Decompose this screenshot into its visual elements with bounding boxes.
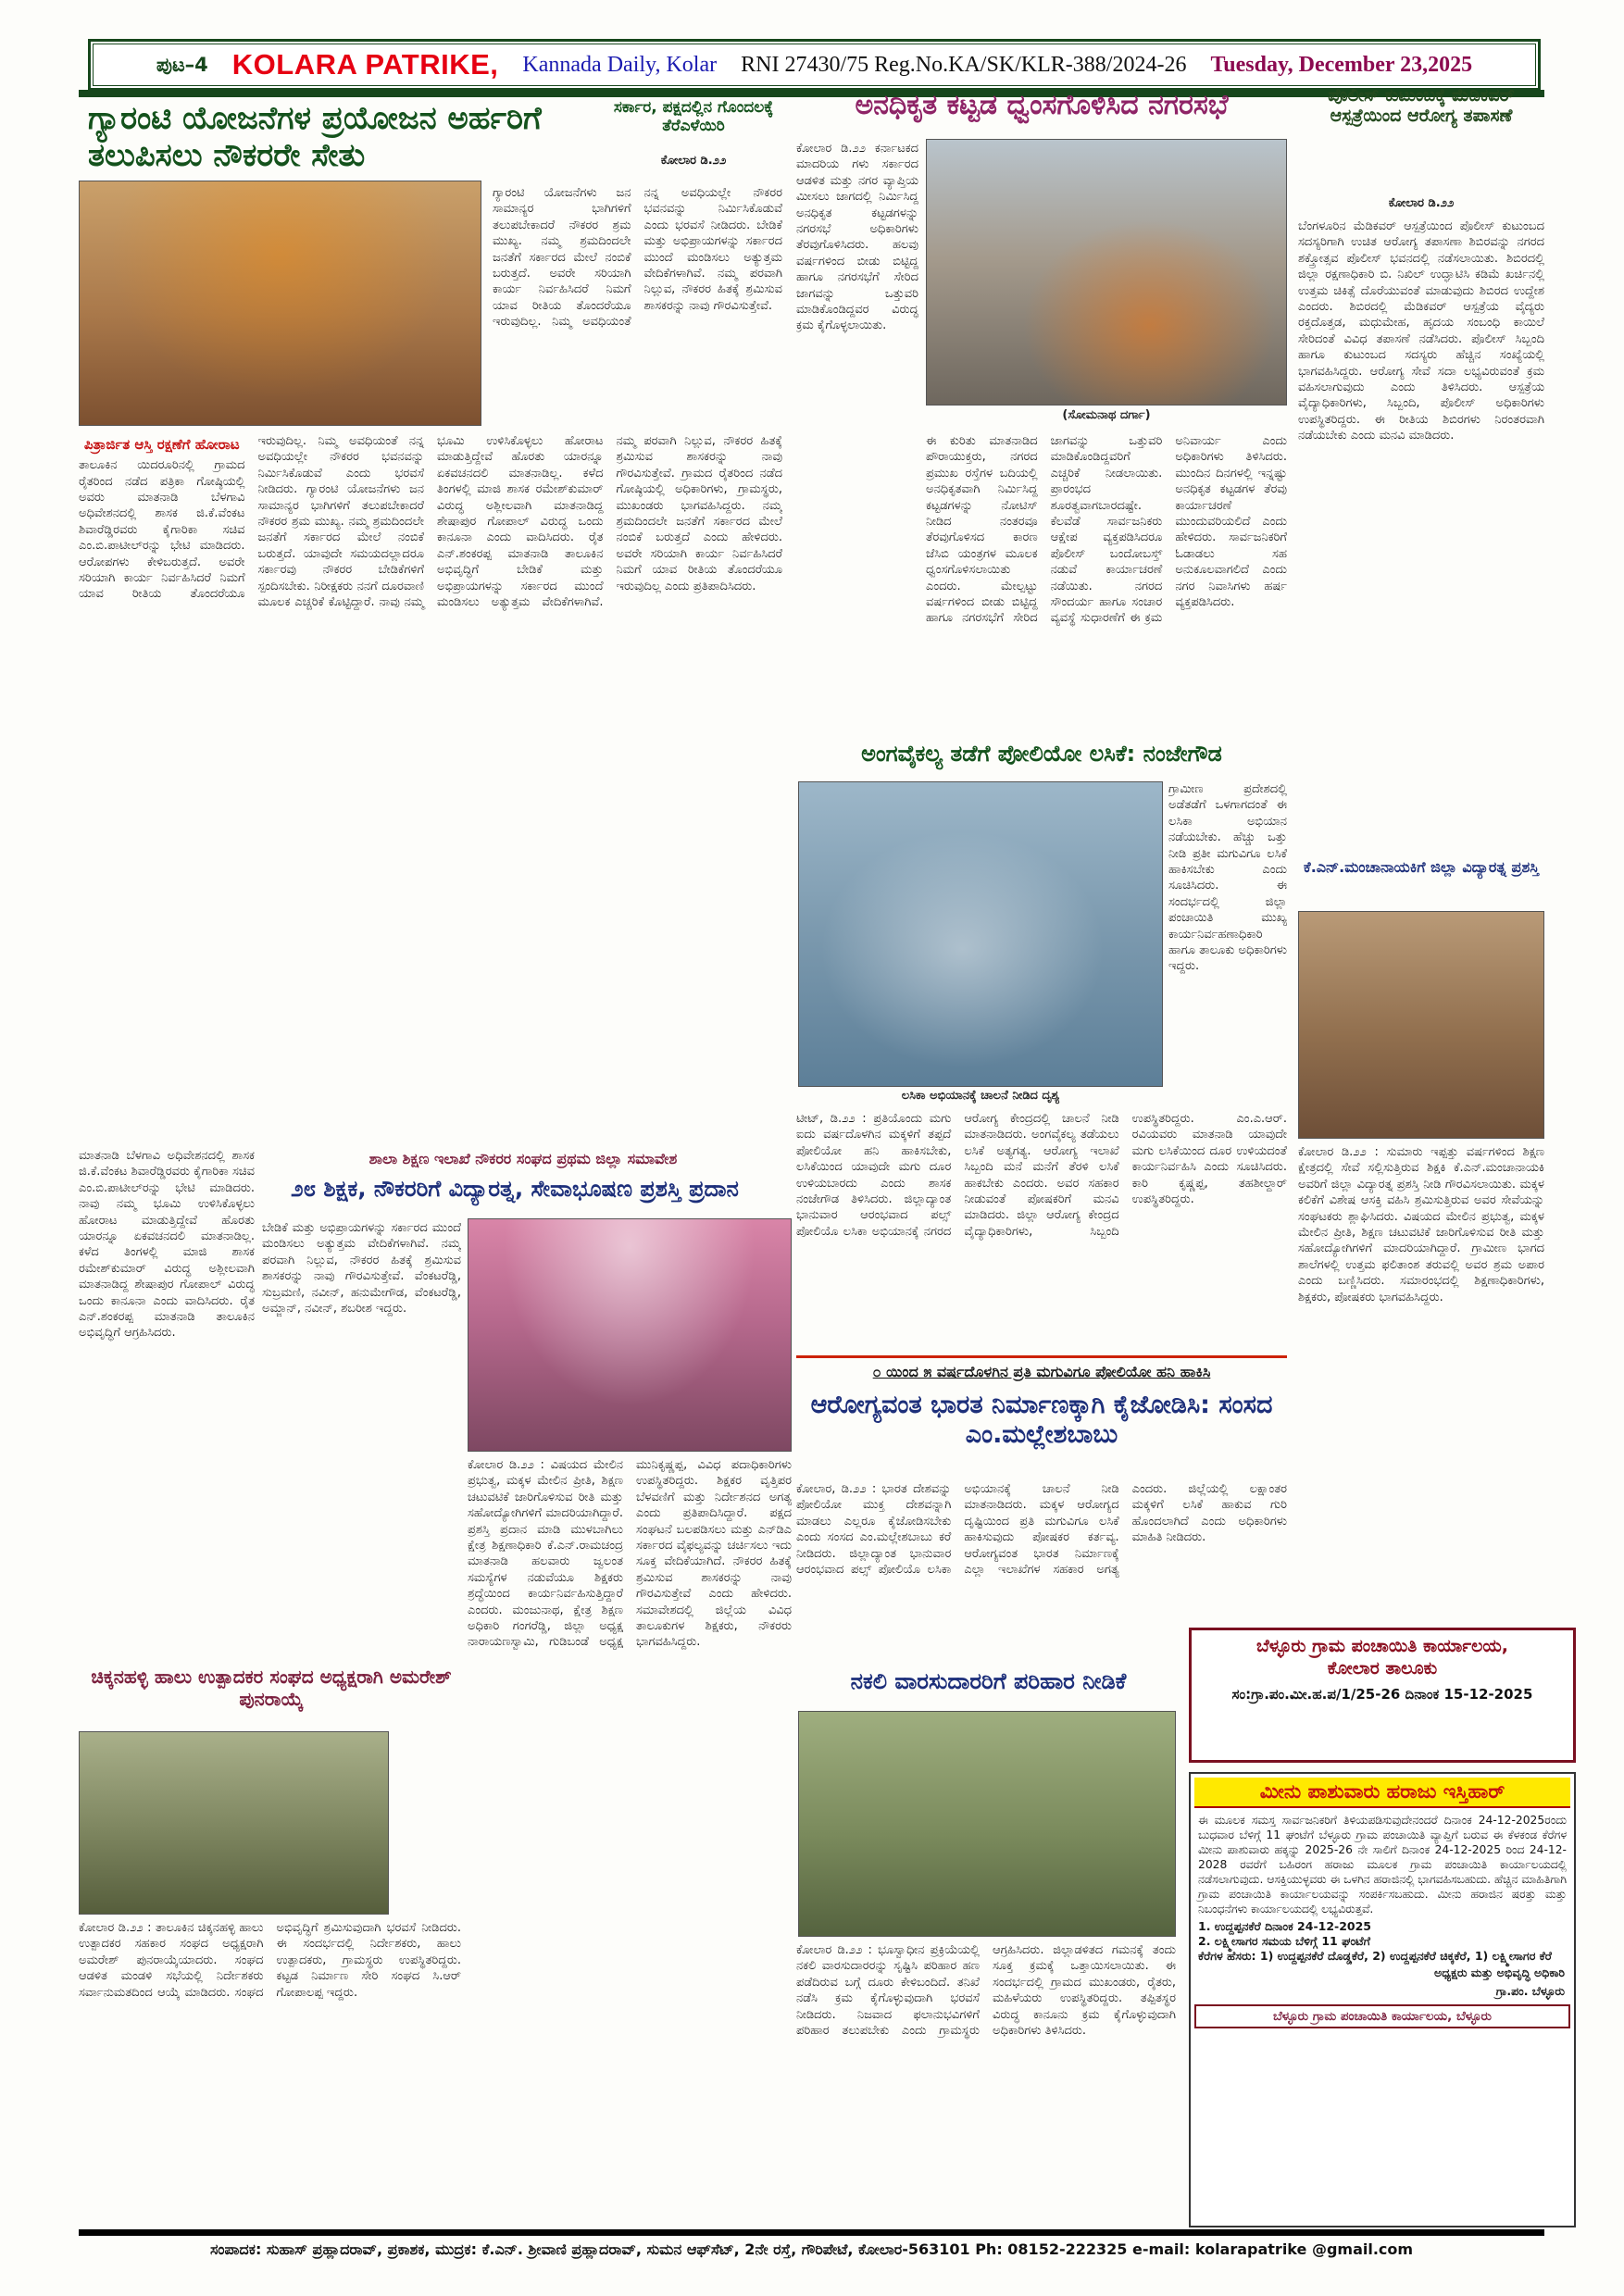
caption-polio: ಲಸಿಕಾ ಅಭಿಯಾನಕ್ಕೆ ಚಾಲನೆ ನೀಡಿದ ದೃಶ್ಯ (901, 1089, 1060, 1103)
paper-title: KOLARA PATRIKE, (231, 48, 499, 81)
rule-healthy-india (796, 1355, 1287, 1358)
photo-stage-group-highlight (80, 181, 481, 425)
photo-polio-vaccination (798, 781, 1163, 1087)
inline-subhead-property-fight: ಪಿತ್ರಾರ್ಜಿತ ಆಸ್ತಿ ರಕ್ಷಣೆಗೆ ಹೋರಾಟ (83, 436, 240, 453)
notice2-item-2: 2. ಲಕ್ಷ್ಮೀಸಾಗರ ಸಮಯ ಬೆಳಿಗ್ಗೆ 11 ಘಂಟೆಗೆ (1198, 1933, 1370, 1948)
photo-milk-union-image (80, 1732, 388, 1914)
body-demolition-left: ಕೋಲಾರ ಡಿ.೨೨ ಕರ್ನಾಟಕದ ಮಾದರಿಯ ಗಳು ಸರ್ಕಾರದ ಆಡಳಿತ ಮತ್ತು ನಗರ ವ್ಯಾಪ್ತಿಯ ಮೀಸಲು ಜಾಗದಲ್ಲಿ ನಿರ್ಮಿಸಿದ್ದ ಅನಧಿಕೃತ ಕಟ್ಟಡಗಳನ್ನು ನಗರಸಭೆ ಅಧಿಕಾರಿಗಳು ತೆರವುಗೊಳಿಸಿದರು. ಹಲವು ವರ್ಷಗಳಿಂದ ಬೀಡು ಬಿಟ್ಟಿದ್ದ ಹಾಗೂ ನಗರಸಭೆಗೆ ಸೇರಿದ ಜಾಗವನ್ನು ಒತ್ತುವರಿ ಮಾಡಿಕೊಂಡಿದ್ದವರ ವಿರುದ್ಧ ಕ್ರಮ ಕೈಗೊಳ್ಳಲಾಯಿತು. (796, 142, 918, 333)
photo-demolition-excavator (926, 139, 1287, 406)
body-guarantee-right: ಗ್ಯಾರಂಟಿ ಯೋಜನೆಗಳು ಜನ ಸಾಮಾನ್ಯರ ಭಾಗಿಗಳಿಗೆ ತಲುಪಬೇಕಾದರೆ ನೌಕರರ ಶ್ರಮ ಮುಖ್ಯ. ನಮ್ಮ ಶ್ರಮದಿಂದಲೇ ಜನತೆಗೆ ಸರ್ಕಾರದ ಮೇಲೆ ನಂಬಿಕೆ ಬರುತ್ತದೆ. ಅವರೇ ಸರಿಯಾಗಿ ಕಾರ್ಯ ನಿರ್ವಹಿಸಿದರೆ ನಿಮಗೆ ಯಾವ ರೀತಿಯ ತೊಂದರೆಯೂ ಇರುವುದಿಲ್ಲ. ನಿಮ್ಮ ಅವಧಿಯಂತೆ ನನ್ನ ಅವಧಿಯಲ್ಲೇ ನೌಕರರ ಭವನವನ್ನು ನಿರ್ಮಿಸಿಕೊಡುವೆ ಎಂದು ಭರವಸೆ ನೀಡಿದರು. ಬೇಡಿಕೆ ಮತ್ತು ಅಭಿಪ್ರಾಯಗಳನ್ನು ಸರ್ಕಾರದ ಮುಂದೆ ಮಂಡಿಸಲು ಅತ್ಯುತ್ತಮ ವೇದಿಕೆಗಳಾಗಿವೆ. ನಮ್ಮ ಪರವಾಗಿ ನಿಲ್ಲುವ, ನೌಕರರ ಹಿತಕ್ಕೆ ಶ್ರಮಿಸುವ ಶಾಸಕರನ್ನು ನಾವು ಗೌರವಿಸುತ್ತೇವೆ. (493, 186, 782, 330)
body-guarantee-main (79, 433, 782, 1142)
notice1-title-line2: ಕೋಲಾರ ತಾಲೂಕು (1327, 1657, 1438, 1678)
photo-milk-union-group (79, 1731, 389, 1915)
body-healthy-india: ಕೋಲಾರ, ಡಿ.೨೨ : ಭಾರತ ದೇಶವನ್ನು ಪೋಲಿಯೋ ಮುಕ್ತ ದೇಶವನ್ನಾಗಿ ಮಾಡಲು ಎಲ್ಲರೂ ಕೈಜೋಡಿಸಬೇಕು ಎಂದು ಸಂಸದ ಎಂ.ಮಲ್ಲೇಶಬಾಬು ಕರೆ ನೀಡಿದರು. ಜಿಲ್ಲಾದ್ಯಾಂತ ಭಾನುವಾರ ಆರಂಭವಾದ ಪಲ್ಸ್ ಪೋಲಿಯೊ ಲಸಿಕಾ ಅಭಿಯಾನಕ್ಕೆ ಚಾಲನೆ ನೀಡಿ ಮಾತನಾಡಿದರು. ಮಕ್ಕಳ ಆರೋಗ್ಯದ ದೃಷ್ಟಿಯಿಂದ ಪ್ರತಿ ಮಗುವಿಗೂ ಲಸಿಕೆ ಹಾಕಿಸುವುದು ಪೋಷಕರ ಕರ್ತವ್ಯ. ಆರೋಗ್ಯವಂತ ಭಾರತ ನಿರ್ಮಾಣಕ್ಕೆ ಎಲ್ಲಾ ಇಲಾಖೆಗಳ ಸಹಕಾರ ಅಗತ್ಯ ಎಂದರು. ಜಿಲ್ಲೆಯಲ್ಲಿ ಲಕ್ಷಾಂತರ ಮಕ್ಕಳಿಗೆ ಲಸಿಕೆ ಹಾಕುವ ಗುರಿ ಹೊಂದಲಾಗಿದೆ ಎಂದು ಅಧಿಕಾರಿಗಳು ಮಾಹಿತಿ ನೀಡಿದರು. (796, 1482, 1287, 1578)
body-leftmid-col1: ಮಾತನಾಡಿ ಬೆಳಗಾವಿ ಅಧಿವೇಶನದಲ್ಲಿ ಶಾಸಕ ಜಿ.ಕೆ.ವೆಂಕಟ ಶಿವಾರೆಡ್ಡಿರವರು ಕೈಗಾರಿಕಾ ಸಚಿವ ಎಂ.ಬಿ.ಪಾಟೀಲ್‌ರನ್ನು ಭೇಟಿ ಮಾಡಿದರು. ನಾವು ನಮ್ಮ ಭೂಮಿ ಉಳಿಸಿಕೊಳ್ಳಲು ಹೋರಾಟ ಮಾಡುತ್ತಿದ್ದೇವೆ ಹೊರತು ಯಾರನ್ನೂ ಏಕವಚನದಲಿ ಮಾತನಾಡಿಲ್ಲ. ಕಳೆದ ತಿಂಗಳಲ್ಲಿ ಮಾಜಿ ಶಾಸಕ ರಮೇಶ್‌ಕುಮಾರ್ ವಿರುದ್ಧ ಅಶ್ಲೀಲವಾಗಿ ಮಾತನಾಡಿದ್ದ ಶೇಷಾಪುರ ಗೋಪಾಲ್ ವಿರುದ್ಧ ಒಂದು ಕಾನೂನಾ ಎಂದು ವಾದಿಸಿದರು. ರೈತ ಎನ್.ಶಂಕರಪ್ಪ ಮಾತನಾಡಿ ತಾಲೂಕಿನ ಅಭಿವೃದ್ಧಿಗೆ ಆಗ್ರಹಿಸಿದರು. (79, 1149, 255, 1341)
subhead-vidyaratna: ಕೆ.ಎನ್.ಮಂಚಾನಾಯಕಿಗೆ ಜಿಲ್ಲಾ ವಿದ್ಯಾರತ್ನ ಪ್ರಶಸ್ತಿ (1303, 858, 1540, 876)
notice2-banner: ಮೀನು ಪಾಶುವಾರು ಹರಾಜು ಇಸ್ತಿಹಾರ್ (1194, 1778, 1570, 1808)
dateline-police-health: ಕೋಲಾರ ಡಿ.೨೨ (1388, 196, 1455, 210)
notice2-signature-2: ಗ್ರಾ.ಪಂ. ಬೆಳ್ಳೂರು (1495, 1983, 1565, 1998)
photo-award-stage-balloons (468, 1218, 792, 1452)
notice2-signature-1: ಅಧ್ಯಕ್ಷರು ಮತ್ತು ಅಭಿವೃದ್ಧಿ ಅಧಿಕಾರಿ (1434, 1965, 1565, 1979)
photo-compensation-image (799, 1712, 1175, 1936)
headline-milk-union: ಚಿಕ್ಕನಹಳ್ಳಿ ಹಾಲು ಉತ್ಪಾದಕರ ಸಂಘದ ಅಧ್ಯಕ್ಷರಾಗಿ ಅಮರೇಶ್ ಪುನರಾಯ್ಕೆ (91, 1666, 452, 1710)
caption-demolition: (ಸೋಮನಾಥ ದರ್ಗಾ) (1062, 408, 1151, 422)
notice2-body: ಈ ಮೂಲಕ ಸಮಸ್ತ ಸಾರ್ವಜನಿಕರಿಗೆ ತಿಳಿಯಪಡಿಸುವುದೇನಂದರೆ ದಿನಾಂಕ 24-12-2025ರಂದು ಬುಧವಾರ ಬೆಳಿಗ್ಗೆ 11 ಘಂಟೆಗೆ ಬೆಳ್ಳೂರು ಗ್ರಾಮ ಪಂಚಾಯಿತಿ ವ್ಯಾಪ್ತಿಗೆ ಬರುವ ಈ ಕೆಳಕಂಡ ಕೆರೆಗಳ ಮೀನು ಪಾಶುವಾರು ಹಕ್ಕನ್ನು 2025-26 ನೇ ಸಾಲಿಗೆ ದಿನಾಂಕ 24-12-2025 ರಿಂದ 24-12-2028 ರವರೆಗೆ ಬಹಿರಂಗ ಹರಾಜು ಮೂಲಕ ಗ್ರಾಮ ಪಂಚಾಯಿತಿ ಕಾರ್ಯಾಲಯದಲ್ಲಿ ನಡೆಸಲಾಗುವುದು. ಆಸಕ್ತಿಯುಳ್ಳವರು ಈ ಒಳಗಿನ ಹರಾಜಿನಲ್ಲಿ ಭಾಗವಹಿಸಬಹುದು. ಹೆಚ್ಚಿನ ಮಾಹಿತಿಗಾಗಿ ಗ್ರಾಮ ಪಂಚಾಯಿತಿ ಕಾರ್ಯಾಲಯವನ್ನು ಸಂಪರ್ಕಿಸಬಹುದು. ಮೀನು ಹರಾಜಿನ ಷರತ್ತು ಮತ್ತು ನಿಬಂಧನೆಗಳು ಕಾರ್ಯಾಲಯದಲ್ಲಿ ಲಭ್ಯವಿರುತ್ತವೆ. (1198, 1814, 1567, 1915)
body-leftmid-col2: ಬೇಡಿಕೆ ಮತ್ತು ಅಭಿಪ್ರಾಯಗಳನ್ನು ಸರ್ಕಾರದ ಮುಂದೆ ಮಂಡಿಸಲು ಅತ್ಯುತ್ತಮ ವೇದಿಕೆಗಳಾಗಿವೆ. ನಮ್ಮ ಪರವಾಗಿ ನಿಲ್ಲುವ, ನೌಕರರ ಹಿತಕ್ಕೆ ಶ್ರಮಿಸುವ ಶಾಸಕರನ್ನು ನಾವು ಗೌರವಿಸುತ್ತೇವೆ. ವೆಂಕಟರೆಡ್ಡಿ, ಸುಬ್ರಮಣಿ, ನವೀನ್, ಹನುಮೇಗೌಡ, ವೆಂಕಟರೆಡ್ಡಿ, ಅಮ್ಜಾನ್, ನವೀನ್, ಶಬರೀಶ ಇದ್ದರು. (262, 1221, 461, 1316)
body-polio-side: ಗ್ರಾಮೀಣ ಪ್ರದೇಶದಲ್ಲಿ ಅಡೆತಡೆಗೆ ಒಳಗಾಗದಂತೆ ಈ ಲಸಿಕಾ ಅಭಿಯಾನ ನಡೆಯಬೇಕು. ಹೆಚ್ಚು ಒತ್ತು ನೀಡಿ ಪ್ರತೀ ಮಗುವಿಗೂ ಲಸಿಕೆ ಹಾಕಿಸಬೇಕು ಎಂದು ಸೂಚಿಸಿದರು. ಈ ಸಂದರ್ಭದಲ್ಲಿ ಜಿಲ್ಲಾ ಪಂಚಾಯಿತಿ ಮುಖ್ಯ ಕಾರ್ಯನಿರ್ವಹಣಾಧಿಕಾರಿ ಹಾಗೂ ತಾಲೂಕು ಅಧಿಕಾರಿಗಳು ಇದ್ದರು. (1168, 782, 1287, 974)
photo-stage-group (79, 181, 481, 426)
registration-number: RNI 27430/75 Reg.No.KA/SK/KLR-388/2024-26 (741, 52, 1187, 77)
headline-compensation: ನಕಲಿ ವಾರಸುದಾರರಿಗೆ ಪರಿಹಾರ ನೀಡಿಕೆ (850, 1668, 1127, 1694)
issue-date: Tuesday, December 23,2025 (1210, 52, 1473, 77)
photo-polio-highlight (799, 782, 1162, 1086)
masthead-row (93, 44, 1536, 86)
body-awards: ಕೋಲಾರ ಡಿ.೨೨ : ವಿಷಯದ ಮೇಲಿನ ಪ್ರಭುತ್ವ, ಮಕ್ಕಳ ಮೇಲಿನ ಪ್ರೀತಿ, ಶಿಕ್ಷಣ ಚಟುವಟಿಕೆ ಜಾರಿಗೊಳಿಸುವ ರೀತಿ ಮತ್ತು ಸಹೋದ್ಯೋಗಿಗಳಿಗೆ ಮಾದರಿಯಾಗಿದ್ದಾರೆ. ಪ್ರಶಸ್ತಿ ಪ್ರದಾನ ಮಾಡಿ ಮುಳಬಾಗಿಲು ಕ್ಷೇತ್ರ ಶಿಕ್ಷಣಾಧಿಕಾರಿ ಕೆ.ಎನ್.ರಾಮಚಂದ್ರ ಮಾತನಾಡಿ ಹಲವಾರು ಜ್ವಲಂತ ಸಮಸ್ಯೆಗಳ ನಡುವೆಯೂ ಶಿಕ್ಷಕರು ಶ್ರದ್ಧೆಯಿಂದ ಕಾರ್ಯನಿರ್ವಹಿಸುತ್ತಿದ್ದಾರೆ ಎಂದರು. ಮಂಜುನಾಥ, ಕ್ಷೇತ್ರ ಶಿಕ್ಷಣ ಅಧಿಕಾರಿ ಗಂಗರೆಡ್ಡಿ, ಜಿಲ್ಲಾ ಅಧ್ಯಕ್ಷ ನಾರಾಯಣಸ್ವಾಮಿ, ಗುಡಿಬಂಡೆ ಅಧ್ಯಕ್ಷ ಮುನಿಕೃಷ್ಣಪ್ಪ, ವಿವಿಧ ಪದಾಧಿಕಾರಿಗಳು ಉಪಸ್ಥಿತರಿದ್ದರು. ಶಿಕ್ಷಕರ ವೃತ್ತಿಪರ ಬೆಳವಣಿಗೆ ಮತ್ತು ನಿರ್ದೇಶನದ ಅಗತ್ಯ ಎಂದು ಪ್ರತಿಪಾದಿಸಿದ್ದಾರೆ. ಪಕ್ಷದ ಸಂಘಟನೆ ಬಲಪಡಿಸಲು ಮತ್ತು ಎನ್‌ಡಿಎ ಸರ್ಕಾರದ ವೈಫಲ್ಯವನ್ನು ಚರ್ಚಿಸಲು ಇದು ಸೂಕ್ತ ವೇದಿಕೆಯಾಗಿದೆ. ನೌಕರರ ಹಿತಕ್ಕೆ ಶ್ರಮಿಸುವ ಶಾಸಕರನ್ನು ನಾವು ಗೌರವಿಸುತ್ತೇವೆ ಎಂದು ಹೇಳಿದರು. ಸಮಾವೇಶದಲ್ಲಿ ಜಿಲ್ಲೆಯ ವಿವಿಧ ತಾಲೂಕುಗಳ ಶಿಕ್ಷಕರು, ನೌಕರರು ಭಾಗವಹಿಸಿದ್ದರು. (468, 1458, 792, 1650)
headline-polio: ಅಂಗವೈಕಲ್ಯ ತಡೆಗೆ ಪೋಲಿಯೋ ಲಸಿಕೆ: ನಂಜೇಗೌಡ (861, 741, 1222, 767)
footer-imprint: ಸಂಪಾದಕ: ಸುಹಾಸ್ ಪ್ರಹ್ಲಾದರಾವ್, ಪ್ರಕಾಶಕ, ಮುದ್ರಕ: ಕೆ.ಎನ್. ಶ್ರೀವಾಣಿ ಪ್ರಹ್ಲಾದರಾವ್, ಸುಮನ ಆಫ್‌ಸೆಟ್, 2ನೇ ರಸ್ತೆ, ಗೌರಿಪೇಟೆ, ಕೋಲಾರ-563101 Ph: 08152-222325 e-mail: kolarapatrike @gmail.com (209, 2240, 1414, 2258)
notice2-footer-box: ಬೆಳ್ಳೂರು ಗ್ರಾಮ ಪಂಚಾಯಿತಿ ಕಾರ್ಯಾಲಯ, ಬೆಳ್ಳೂರು (1194, 2004, 1570, 2028)
body-guarantee-main-text: ತಾಲೂಕಿನ ಯಿದರೂರಿನಲ್ಲಿ ಗ್ರಾಮದ ರೈತರಿಂದ ನಡೆದ ಪತ್ರಿಕಾ ಗೋಷ್ಠಿಯಲ್ಲಿ ಅವರು ಮಾತನಾಡಿ ಬೆಳಗಾವಿ ಅಧಿವೇಶನದಲ್ಲಿ ಶಾಸಕ ಜಿ.ಕೆ.ವೆಂಕಟ ಶಿವಾರೆಡ್ಡಿರವರು ಕೈಗಾರಿಕಾ ಸಚಿವ ಎಂ.ಬಿ.ಪಾಟೀಲ್‌ರನ್ನು ಭೇಟಿ ಮಾಡಿದರು. ಆರೋಪಗಳು ಕೇಳಿಬರುತ್ತದೆ. ಅವರೇ ಸರಿಯಾಗಿ ಕಾರ್ಯ ನಿರ್ವಹಿಸಿದರೆ ನಿಮಗೆ ಯಾವ ರೀತಿಯ ತೊಂದರೆಯೂ ಇರುವುದಿಲ್ಲ. ನಿಮ್ಮ ಅವಧಿಯಂತೆ ನನ್ನ ಅವಧಿಯಲ್ಲೇ ನೌಕರರ ಭವನವನ್ನು ನಿರ್ಮಿಸಿಕೊಡುವೆ ಎಂದು ಭರವಸೆ ನೀಡಿದರು. ಗ್ಯಾರಂಟಿ ಯೋಜನೆಗಳು ಜನ ಸಾಮಾನ್ಯರ ಭಾಗಿಗಳಿಗೆ ತಲುಪಬೇಕಾದರೆ ನೌಕರರ ಶ್ರಮ ಮುಖ್ಯ. ನಮ್ಮ ಶ್ರಮದಿಂದಲೇ ಜನತೆಗೆ ಸರ್ಕಾರದ ಮೇಲೆ ನಂಬಿಕೆ ಬರುತ್ತದೆ. ಯಾವುದೇ ಸಮಯದಲ್ಲಾದರೂ ಸರ್ಕಾರವು ನೌಕರರ ಬೇಡಿಕೆಗಳಿಗೆ ಸ್ಪಂದಿಸಬೇಕು. ನಿರೀಕ್ಷಕರು ನನಗೆ ದೂರವಾಣಿ ಮೂಲಕ ಎಚ್ಚರಿಕೆ ಕೊಟ್ಟಿದ್ದಾರೆ. ನಾವು ನಮ್ಮ ಭೂಮಿ ಉಳಿಸಿಕೊಳ್ಳಲು ಹೋರಾಟ ಮಾಡುತ್ತಿದ್ದೇವೆ ಹೊರತು ಯಾರನ್ನೂ ಏಕವಚನದಲಿ ಮಾತನಾಡಿಲ್ಲ. ಕಳೆದ ತಿಂಗಳಲ್ಲಿ ಮಾಜಿ ಶಾಸಕ ರಮೇಶ್‌ಕುಮಾರ್ ವಿರುದ್ಧ ಅಶ್ಲೀಲವಾಗಿ ಮಾತನಾಡಿದ್ದ ಶೇಷಾಪುರ ಗೋಪಾಲ್ ವಿರುದ್ಧ ಒಂದು ಕಾನೂನಾ ಎಂದು ವಾದಿಸಿದರು. ರೈತ ಎನ್.ಶಂಕರಪ್ಪ ಮಾತನಾಡಿ ತಾಲೂಕಿನ ಅಭಿವೃದ್ಧಿಗೆ ಬೇಡಿಕೆ ಮತ್ತು ಅಭಿಪ್ರಾಯಗಳನ್ನು ಸರ್ಕಾರದ ಮುಂದೆ ಮಂಡಿಸಲು ಅತ್ಯುತ್ತಮ ವೇದಿಕೆಗಳಾಗಿವೆ. ನಮ್ಮ ಪರವಾಗಿ ನಿಲ್ಲುವ, ನೌಕರರ ಹಿತಕ್ಕೆ ಶ್ರಮಿಸುವ ಶಾಸಕರನ್ನು ನಾವು ಗೌರವಿಸುತ್ತೇವೆ. ಗ್ರಾಮದ ರೈತರಿಂದ ನಡೆದ ಗೋಷ್ಠಿಯಲ್ಲಿ ಅಧಿಕಾರಿಗಳು, ಗ್ರಾಮಸ್ಥರು, ಮುಖಂಡರು ಭಾಗವಹಿಸಿದ್ದರು. ನಮ್ಮ ಶ್ರಮದಿಂದಲೇ ಜನತೆಗೆ ಸರ್ಕಾರದ ಮೇಲೆ ನಂಬಿಕೆ ಬರುತ್ತದೆ ಎಂದು ಹೇಳಿದರು. ಅವರೇ ಸರಿಯಾಗಿ ಕಾರ್ಯ ನಿರ್ವಹಿಸಿದರೆ ನಿಮಗೆ ಯಾವ ರೀತಿಯ ತೊಂದರೆಯೂ ಇರುವುದಿಲ್ಲ ಎಂದು ಪ್ರತಿಪಾದಿಸಿದರು. (79, 434, 782, 610)
body-polio-main: ಟೀಟ್, ಡಿ.೨೨ : ಪ್ರತಿಯೊಂದು ಮಗು ಐದು ವರ್ಷದೊಳಗಿನ ಮಕ್ಕಳಿಗೆ ತಪ್ಪದೆ ಪೋಲಿಯೋ ಹನಿ ಹಾಕಿಸಬೇಕು, ಲಸಿಕೆಯಿಂದ ಯಾವುದೇ ಮಗು ದೂರ ಉಳಿಯಬಾರದು ಎಂದು ಶಾಸಕ ನಂಜೇಗೌಡ ತಿಳಿಸಿದರು. ಜಿಲ್ಲಾದ್ಯಾಂತ ಭಾನುವಾರ ಆರಂಭವಾದ ಪಲ್ಸ್ ಪೋಲಿಯೊ ಲಸಿಕಾ ಅಭಿಯಾನಕ್ಕೆ ನಗರದ ಆರೋಗ್ಯ ಕೇಂದ್ರದಲ್ಲಿ ಚಾಲನೆ ನೀಡಿ ಮಾತನಾಡಿದರು. ಅಂಗವೈಕಲ್ಯ ತಡೆಯಲು ಲಸಿಕೆ ಅತ್ಯಗತ್ಯ. ಆರೋಗ್ಯ ಇಲಾಖೆ ಸಿಬ್ಬಂದಿ ಮನೆ ಮನೆಗೆ ತೆರಳಿ ಲಸಿಕೆ ಹಾಕಬೇಕು ಎಂದರು. ಅವರ ಸಹಕಾರ ನೀಡುವಂತೆ ಪೋಷಕರಿಗೆ ಮನವಿ ಮಾಡಿದರು. ಜಿಲ್ಲಾ ಆರೋಗ್ಯ ಕೇಂದ್ರದ ವೈದ್ಯಾಧಿಕಾರಿಗಳು, ಸಿಬ್ಬಂದಿ ಉಪಸ್ಥಿತರಿದ್ದರು. ಎಂ.ಎ.ಆರ್. ರವಿಯವರು ಮಾತನಾಡಿ ಯಾವುದೇ ಮಗು ಲಸಿಕೆಯಿಂದ ದೂರ ಉಳಿಯದಂತೆ ಕಾರ್ಯನಿರ್ವಹಿಸಿ ಎಂದು ಸೂಚಿಸಿದರು. ಕಾರಿ ಕೃಷ್ಣಪ್ಪ, ತಹಶೀಲ್ದಾರ್ ಉಪಸ್ಥಿತರಿದ್ದರು. (796, 1112, 1287, 1239)
photo-award-stage-balloon-arc (468, 1219, 791, 1451)
body-vidyaratna: ಕೋಲಾರ ಡಿ.೨೨ : ಸುಮಾರು ಇಪ್ಪತ್ತು ವರ್ಷಗಳಿಂದ ಶಿಕ್ಷಣ ಕ್ಷೇತ್ರದಲ್ಲಿ ಸೇವೆ ಸಲ್ಲಿಸುತ್ತಿರುವ ಶಿಕ್ಷಕಿ ಕೆ.ಎನ್.ಮಂಚಾನಾಯಕಿ ಅವರಿಗೆ ಜಿಲ್ಲಾ ವಿದ್ಯಾರತ್ನ ಪ್ರಶಸ್ತಿ ನೀಡಿ ಗೌರವಿಸಲಾಯಿತು. ಮಕ್ಕಳ ಕಲಿಕೆಗೆ ವಿಶೇಷ ಆಸಕ್ತಿ ವಹಿಸಿ ಶ್ರಮಿಸುತ್ತಿರುವ ಅವರ ಸೇವೆಯನ್ನು ಸಂಘಟಕರು ಶ್ಲಾಘಿಸಿದರು. ವಿಷಯದ ಮೇಲಿನ ಪ್ರಭುತ್ವ, ಮಕ್ಕಳ ಮೇಲಿನ ಪ್ರೀತಿ, ಶಿಕ್ಷಣ ಚಟುವಟಿಕೆ ಜಾರಿಗೊಳಿಸುವ ರೀತಿ ಮತ್ತು ಸಹೋದ್ಯೋಗಿಗಳಿಗೆ ಮಾದರಿಯಾಗಿದ್ದಾರೆ. ಗ್ರಾಮೀಣ ಭಾಗದ ಶಾಲೆಗಳಲ್ಲಿ ಉತ್ತಮ ಫಲಿತಾಂಶ ತರುವಲ್ಲಿ ಅವರ ಶ್ರಮ ಅಪಾರ ಎಂದು ಬಣ್ಣಿಸಿದರು. ಸಮಾರಂಭದಲ್ಲಿ ಶಿಕ್ಷಣಾಧಿಕಾರಿಗಳು, ಶಿಕ್ಷಕರು, ಪೋಷಕರು ಭಾಗವಹಿಸಿದ್ದರು. (1298, 1145, 1544, 1304)
paper-subtitle: Kannada Daily, Kolar (522, 52, 718, 77)
footer-rule (79, 2229, 1544, 2236)
kicker-healthy-india: ೦ ಯಿಂದ ೫ ವರ್ಷದೊಳಗಿನ ಪ್ರತಿ ಮಗುವಿಗೂ ಪೋಲಿಯೋ ಹನಿ ಹಾಕಿಸಿ (872, 1363, 1211, 1380)
notice-panchayat-office (1189, 1628, 1576, 1763)
photo-demolition-excavator-accent (927, 140, 1286, 405)
body-milk-union: ಕೋಲಾರ ಡಿ.೨೨ : ತಾಲೂಕಿನ ಚಿಕ್ಕನಹಳ್ಳಿ ಹಾಲು ಉತ್ಪಾದಕರ ಸಹಕಾರ ಸಂಘದ ಅಧ್ಯಕ್ಷರಾಗಿ ಅಮರೇಶ್ ಪುನರಾಯ್ಕೆಯಾದರು. ಸಂಘದ ಆಡಳಿತ ಮಂಡಳಿ ಸಭೆಯಲ್ಲಿ ನಿರ್ದೇಶಕರು ಸರ್ವಾನುಮತದಿಂದ ಆಯ್ಕೆ ಮಾಡಿದರು. ಸಂಘದ ಅಭಿವೃದ್ಧಿಗೆ ಶ್ರಮಿಸುವುದಾಗಿ ಭರವಸೆ ನೀಡಿದರು. ಈ ಸಂದರ್ಭದಲ್ಲಿ ನಿರ್ದೇಶಕರು, ಹಾಲು ಉತ್ಪಾದಕರು, ಗ್ರಾಮಸ್ಥರು ಉಪಸ್ಥಿತರಿದ್ದರು. ಕಟ್ಟಡ ನಿರ್ಮಾಣ ಸೇರಿ ಸಂಘದ ಸಿ.ಆರ್ ಗೋಪಾಲಪ್ಪ ಇದ್ದರು. (79, 1921, 461, 2000)
headline-healthy-india: ಆರೋಗ್ಯವಂತ ಭಾರತ ನಿರ್ಮಾಣಕ್ಕಾಗಿ ಕೈಜೋಡಿಸಿ: ಸಂಸದ ಎಂ.ಮಲ್ಲೇಶಬಾಬು (810, 1391, 1273, 1449)
notice2-item-3: ಕೆರೆಗಳ ಹೆಸರು: 1) ಉದ್ದಪ್ಪನಕೆರೆ ದೊಡ್ಡಕೆರೆ, 2) ಉದ್ದಪ್ಪನಕೆರೆ ಚಿಕ್ಕಕೆರೆ, 1) ಲಕ್ಷ್ಮೀಸಾಗರ ಕೆರೆ (1198, 1948, 1552, 1963)
body-police-health: ಬೆಂಗಳೂರಿನ ಮೆಡಿಕವರ್ ಆಸ್ಪತ್ರೆಯಿಂದ ಪೊಲೀಸ್ ಕುಟುಂಬದ ಸದಸ್ಯರಿಗಾಗಿ ಉಚಿತ ಆರೋಗ್ಯ ತಪಾಸಣಾ ಶಿಬಿರವನ್ನು ನಗರದ ಶಕ್ತ್ರೋತ್ಸವ ಪೊಲೀಸ್ ಭವನದಲ್ಲಿ ನಡೆಸಲಾಯಿತು. ಶಿಬಿರದಲ್ಲಿ ಜಿಲ್ಲಾ ರಕ್ಷಣಾಧಿಕಾರಿ ಬಿ. ನಿಖಿಲ್ ಉದ್ಘಾಟಿಸಿ ಕಡಿಮೆ ಖರ್ಚಿನಲ್ಲಿ ಉತ್ತಮ ಚಿಕಿತ್ಸೆ ದೊರೆಯುವಂತೆ ಮಾಡುವುದು ಶಿಬಿರದ ಉದ್ದೇಶ ಎಂದರು. ಶಿಬಿರದಲ್ಲಿ ಮೆಡಿಕವರ್ ಆಸ್ಪತ್ರೆಯ ವೈದ್ಯರು ರಕ್ತದೊತ್ತಡ, ಮಧುಮೇಹ, ಹೃದಯ ಸಂಬಂಧಿ ಕಾಯಿಲೆ ಸೇರಿದಂತೆ ವಿವಿಧ ತಪಾಸಣೆ ನಡೆಸಿದರು. ಪೊಲೀಸ್ ಸಿಬ್ಬಂದಿ ಹಾಗೂ ಕುಟುಂಬದ ಸದಸ್ಯರು ಹೆಚ್ಚಿನ ಸಂಖ್ಯೆಯಲ್ಲಿ ಭಾಗವಹಿಸಿದ್ದರು. ಆರೋಗ್ಯ ಸೇವೆ ಸದಾ ಲಭ್ಯವಿರುವಂತೆ ಕ್ರಮ ವಹಿಸಲಾಗುವುದು ಎಂದು ತಿಳಿಸಿದರು. ಆಸ್ಪತ್ರೆಯ ವೈದ್ಯಾಧಿಕಾರಿಗಳು, ಸಿಬ್ಬಂದಿ, ಪೊಲೀಸ್ ಅಧಿಕಾರಿಗಳು ಉಪಸ್ಥಿತರಿದ್ದರು. ಈ ರೀತಿಯ ಶಿಬಿರಗಳು ನಿರಂತರವಾಗಿ ನಡೆಯಬೇಕು ಎಂದು ಮನವಿ ಮಾಡಿದರು. (1298, 219, 1544, 443)
notice2-item-1: 1. ಉದ್ದಪ್ಪನಕೆರೆ ದಿನಾಂಕ 24-12-2025 (1198, 1918, 1372, 1933)
headline-police-health: ಪೊಲೀಸ್ ಕುಟುಂಬಕ್ಕೆ ಮೆಡಿಕವರ್ ಆಸ್ಪತ್ರೆಯಿಂದ ಆರೋಗ್ಯ ತಪಾಸಣೆ (1328, 85, 1515, 127)
page-number-label: ಪುಟ–4 (156, 53, 208, 76)
photo-vidyaratna-image (1299, 912, 1543, 1138)
notice1-reference: ಸಂ:ಗ್ರಾ.ಪಂ.ಮೀ.ಹ.ಪ/1/25-26 ದಿನಾಂಕ 15-12-2025 (1231, 1685, 1533, 1703)
photo-compensation-handover (798, 1711, 1176, 1937)
headline-awards: ೨೮ ಶಿಕ್ಷಕ, ನೌಕರರಿಗೆ ವಿದ್ಯಾರತ್ನ, ಸೇವಾಭೂಷಣ ಪ್ರಶಸ್ತಿ ಪ್ರದಾನ (291, 1176, 739, 1202)
body-compensation: ಕೋಲಾರ ಡಿ.೨೨ : ಭೂಸ್ವಾಧೀನ ಪ್ರಕ್ರಿಯೆಯಲ್ಲಿ ನಕಲಿ ವಾರಸುದಾರರನ್ನು ಸೃಷ್ಟಿಸಿ ಪರಿಹಾರ ಹಣ ಪಡೆದಿರುವ ಬಗ್ಗೆ ದೂರು ಕೇಳಿಬಂದಿದೆ. ತನಿಖೆ ನಡೆಸಿ ಕ್ರಮ ಕೈಗೊಳ್ಳುವುದಾಗಿ ಭರವಸೆ ನೀಡಿದರು. ನಿಜವಾದ ಫಲಾನುಭವಿಗಳಿಗೆ ಪರಿಹಾರ ತಲುಪಬೇಕು ಎಂದು ಗ್ರಾಮಸ್ಥರು ಆಗ್ರಹಿಸಿದರು. ಜಿಲ್ಲಾಡಳಿತದ ಗಮನಕ್ಕೆ ತಂದು ಸೂಕ್ತ ಕ್ರಮಕ್ಕೆ ಒತ್ತಾಯಿಸಲಾಯಿತು. ಈ ಸಂದರ್ಭದಲ್ಲಿ ಗ್ರಾಮದ ಮುಖಂಡರು, ರೈತರು, ಮಹಿಳೆಯರು ಉಪಸ್ಥಿತರಿದ್ದರು. ತಪ್ಪಿತಸ್ಥರ ವಿರುದ್ಧ ಕಾನೂನು ಕ್ರಮ ಕೈಗೊಳ್ಳುವುದಾಗಿ ಅಧಿಕಾರಿಗಳು ತಿಳಿಸಿದರು. (796, 1943, 1176, 2039)
subhead-guarantee: ಸರ್ಕಾರ, ಪಕ್ಷದಲ್ಲಿನ ಗೊಂದಲಕ್ಕೆ ತೆರೆಎಳೆಯಿರಿ (613, 98, 774, 136)
notice-fish-auction (1189, 1772, 1576, 2227)
body-demolition-main: ಈ ಕುರಿತು ಮಾತನಾಡಿದ ಪೌರಾಯುಕ್ತರು, ನಗರದ ಪ್ರಮುಖ ರಸ್ತೆಗಳ ಬದಿಯಲ್ಲಿ ಅನಧಿಕೃತವಾಗಿ ನಿರ್ಮಿಸಿದ್ದ ಕಟ್ಟಡಗಳನ್ನು ನೋಟಿಸ್ ನೀಡಿದ ನಂತರವೂ ತೆರವುಗೊಳಿಸದ ಕಾರಣ ಜೆಸಿಬಿ ಯಂತ್ರಗಳ ಮೂಲಕ ಧ್ವಂಸಗೊಳಿಸಲಾಯಿತು ಎಂದರು. ಮೇಲ್ಪಟ್ಟು ವರ್ಷಗಳಿಂದ ಬೀಡು ಬಿಟ್ಟಿದ್ದ ಹಾಗೂ ನಗರಸಭೆಗೆ ಸೇರಿದ ಜಾಗವನ್ನು ಒತ್ತುವರಿ ಮಾಡಿಕೊಂಡಿದ್ದವರಿಗೆ ಎಚ್ಚರಿಕೆ ನೀಡಲಾಯಿತು. ಪ್ರಾರಂಭದ ಶೂರತ್ವವಾಗಬಾರದಷ್ಟೇ. ಕೆಲವೆಡೆ ಸಾರ್ವಜನಿಕರು ಆಕ್ಷೇಪ ವ್ಯಕ್ತಪಡಿಸಿದರೂ ಪೊಲೀಸ್ ಬಂದೋಬಸ್ತ್ ನಡುವೆ ಕಾರ್ಯಾಚರಣೆ ನಡೆಯಿತು. ನಗರದ ಸೌಂದರ್ಯ ಹಾಗೂ ಸಂಚಾರ ವ್ಯವಸ್ಥೆ ಸುಧಾರಣೆಗೆ ಈ ಕ್ರಮ ಅನಿವಾರ್ಯ ಎಂದು ಅಧಿಕಾರಿಗಳು ತಿಳಿಸಿದರು. ಮುಂದಿನ ದಿನಗಳಲ್ಲಿ ಇನ್ನಷ್ಟು ಅನಧಿಕೃತ ಕಟ್ಟಡಗಳ ತೆರವು ಕಾರ್ಯಾಚರಣೆ ಮುಂದುವರಿಯಲಿದೆ ಎಂದು ಹೇಳಿದರು. ಸಾರ್ವಜನಿಕರಿಗೆ ಓಡಾಡಲು ಸಹ ಅನುಕೂಲವಾಗಲಿದೆ ಎಂದು ನಗರ ನಿವಾಸಿಗಳು ಹರ್ಷ ವ್ಯಕ್ತಪಡಿಸಿದರು. (926, 434, 1287, 626)
headline-demolition: ಅನಧಿಕೃತ ಕಟ್ಟಡ ಧ್ವಂಸಗೊಳಿಸಿದ ನಗರಸಭೆ (855, 89, 1229, 121)
photo-vidyaratna-award (1298, 911, 1544, 1139)
kicker-awards: ಶಾಲಾ ಶಿಕ್ಷಣ ಇಲಾಖೆ ನೌಕರರ ಸಂಘದ ಪ್ರಥಮ ಜಿಲ್ಲಾ ಸಮಾವೇಶ (369, 1150, 678, 1167)
notice1-title-line1: ಬೆಳ್ಳೂರು ಗ್ರಾಮ ಪಂಚಾಯಿತಿ ಕಾರ್ಯಾಲಯ, (1256, 1636, 1508, 1656)
headline-guarantee: ಗ್ಯಾರಂಟಿ ಯೋಜನೆಗಳ ಪ್ರಯೋಜನ ಅರ್ಹರಿಗೆ ತಲುಪಿಸಲು ನೌಕರರೇ ಸೇತು (88, 100, 542, 175)
dateline-guarantee: ಕೋಲಾರ ಡಿ.೨೨ (660, 154, 727, 168)
masthead (88, 39, 1541, 91)
